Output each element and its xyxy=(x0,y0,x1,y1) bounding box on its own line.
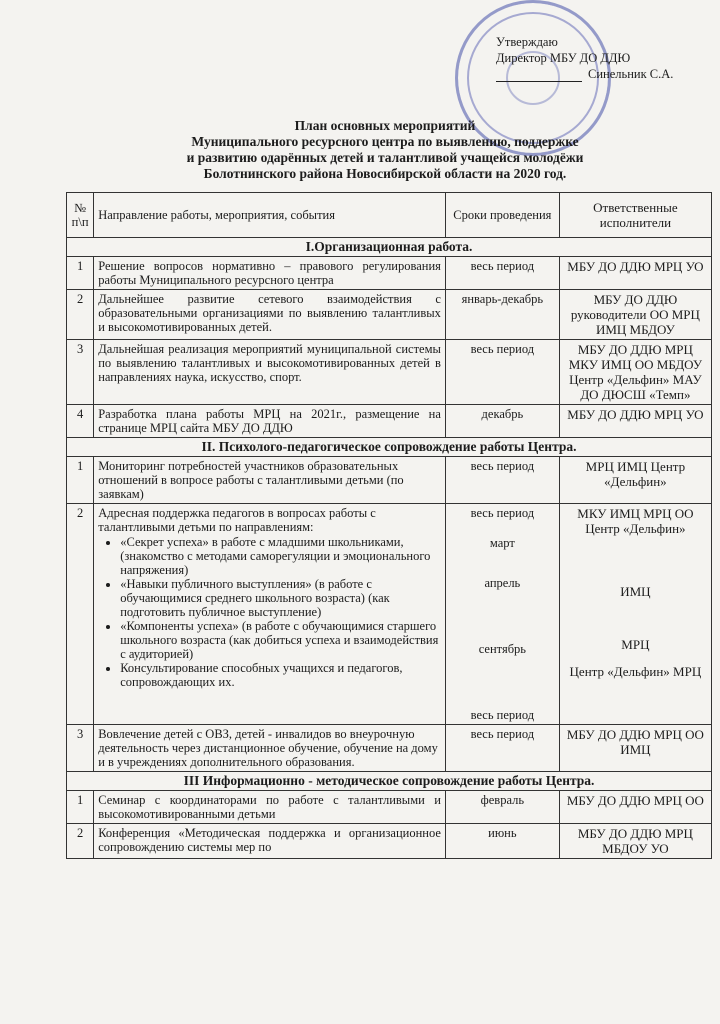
support-list xyxy=(98,535,441,689)
title-line-2: Муниципального ресурсного центра по выявлению, поддержке xyxy=(191,134,579,149)
row-number: 2 xyxy=(67,290,94,340)
row-term: февраль xyxy=(445,791,559,824)
list-item: • Консультирование способных учащихся и педагогов, сопровождающих их. xyxy=(120,661,441,689)
row-responsible: МБУ ДО ДДЮ МРЦ МБДОУ УО xyxy=(559,824,711,859)
row-term: январь-декабрь xyxy=(445,290,559,340)
row-text: Конференция «Методическая поддержка и организационное сопровождению системы мер по xyxy=(94,824,446,859)
table-row xyxy=(67,405,712,438)
row-text: Разработка плана работы МРЦ на 2021г., размещение на странице МРЦ сайта МБУ ДО ДДЮ xyxy=(94,405,446,438)
row-text xyxy=(94,504,446,725)
table-row xyxy=(67,340,712,405)
row-responsible: МРЦ ИМЦ Центр «Дельфин» xyxy=(559,457,711,504)
row-text: Дальнейшее развитие сетевого взаимодействия с образовательными организациями по выявлению талантливых и высокомотивированных детей. xyxy=(94,290,446,340)
section-title: II. Психолого-педагогическое сопровождение работы Центра. xyxy=(67,438,712,457)
row-responsible: МБУ ДО ДДЮ МРЦ УО xyxy=(559,405,711,438)
table-row xyxy=(67,725,712,772)
title-line-1: План основных мероприятий xyxy=(294,118,476,133)
row-number: 1 xyxy=(67,791,94,824)
signature-field xyxy=(496,71,582,82)
table-row xyxy=(67,257,712,290)
row-number: 3 xyxy=(67,725,94,772)
row-number: 1 xyxy=(67,457,94,504)
row-number: 4 xyxy=(67,405,94,438)
row-term: весь период xyxy=(445,340,559,405)
term-value: весь период xyxy=(470,506,535,520)
table-header-row xyxy=(67,193,712,238)
row-term: весь период xyxy=(445,457,559,504)
title-line-3: и развитию одарённых детей и талантливой учащейся молодёжи xyxy=(186,150,584,165)
table-row xyxy=(67,504,712,725)
section-row xyxy=(67,238,712,257)
row-text: Мониторинг потребностей участников образовательных отношений в вопросе работы с талантливыми детьми (по заявкам) xyxy=(94,457,446,504)
approval-signature-line xyxy=(496,66,673,82)
row-text: Вовлечение детей с ОВЗ, детей - инвалидов во внеурочную деятельность через дистанционное обучение, обучение на дому и в учреждениях дополнительного образования. xyxy=(94,725,446,772)
header-direction: Направление работы, мероприятия, события xyxy=(94,193,446,238)
resp-value: МКУ ИМЦ МРЦ ОО xyxy=(577,506,694,521)
row-responsible: МБУ ДО ДДЮ МРЦ МКУ ИМЦ ОО МБДОУ Центр «Дельфин» МАУ ДО ДЮСШ «Темп» xyxy=(559,340,711,405)
approval-block xyxy=(496,34,673,82)
row-number: 3 xyxy=(67,340,94,405)
row-responsible xyxy=(559,504,711,725)
header-responsible: Ответственные исполнители xyxy=(559,193,711,238)
section-title: III Информационно - методическое сопровождение работы Центра. xyxy=(67,772,712,791)
table-row xyxy=(67,457,712,504)
approval-label: Утверждаю xyxy=(496,35,558,49)
row-responsible: МБУ ДО ДДЮ МРЦ УО xyxy=(559,257,711,290)
support-intro: Адресная поддержка педагогов в вопросах работы с талантливыми детьми по направлениям: xyxy=(98,506,376,534)
section-row xyxy=(67,772,712,791)
header-number: № п\п xyxy=(67,193,94,238)
title-line-4: Болотнинского района Новосибирской области на 2020 год. xyxy=(203,166,567,181)
plan-table xyxy=(66,192,712,859)
row-text: Решение вопросов нормативно – правового регулирования работы Муниципального ресурсного центра xyxy=(94,257,446,290)
row-text: Семинар с координаторами по работе с талантливыми и высокомотивированными детьми xyxy=(94,791,446,824)
row-text: Дальнейшая реализация мероприятий муниципальной системы по выявлению талантливых и высокомотивированных детей в направлениях наука, искусство, спорт. xyxy=(94,340,446,405)
row-term: июнь xyxy=(445,824,559,859)
row-responsible: МБУ ДО ДДЮ МРЦ ОО ИМЦ xyxy=(559,725,711,772)
resp-value: МРЦ xyxy=(621,637,650,652)
header-terms: Сроки проведения xyxy=(445,193,559,238)
resp-value: Центр «Дельфин» МРЦ xyxy=(569,664,702,679)
section-title: I.Организационная работа. xyxy=(67,238,712,257)
row-number: 2 xyxy=(67,504,94,725)
term-value: март xyxy=(489,536,515,550)
table-row xyxy=(67,290,712,340)
row-term xyxy=(445,504,559,725)
approval-name: Синельник С.А. xyxy=(588,67,674,81)
term-value: апрель xyxy=(484,576,521,590)
approval-position: Директор МБУ ДО ДДЮ xyxy=(496,51,631,65)
resp-value: Центр «Дельфин» xyxy=(585,521,686,536)
section-row xyxy=(67,438,712,457)
row-responsible: МБУ ДО ДДЮ МРЦ ОО xyxy=(559,791,711,824)
row-number: 1 xyxy=(67,257,94,290)
list-item: • «Секрет успеха» в работе с младшими школьниками, (знакомство с методами саморегуляции и эмоционального напряжения) xyxy=(120,535,441,577)
list-item: • «Навыки публичного выступления» (в работе с обучающимися среднего школьного возраста) (как подготовить публичное выступление) xyxy=(120,577,441,619)
row-term: весь период xyxy=(445,725,559,772)
term-value: сентябрь xyxy=(478,642,526,656)
table-row xyxy=(67,791,712,824)
term-value: весь период xyxy=(470,708,535,722)
document-title xyxy=(150,118,620,182)
list-item: • «Компоненты успеха» (в работе с обучающимися старшего школьного возраста (как добиться успеха и взаимодействия с аудиторией) xyxy=(120,619,441,661)
row-term: декабрь xyxy=(445,405,559,438)
table-row xyxy=(67,824,712,859)
row-responsible: МБУ ДО ДДЮ руководители ОО МРЦ ИМЦ МБДОУ xyxy=(559,290,711,340)
row-number: 2 xyxy=(67,824,94,859)
row-term: весь период xyxy=(445,257,559,290)
resp-value: ИМЦ xyxy=(620,584,651,599)
